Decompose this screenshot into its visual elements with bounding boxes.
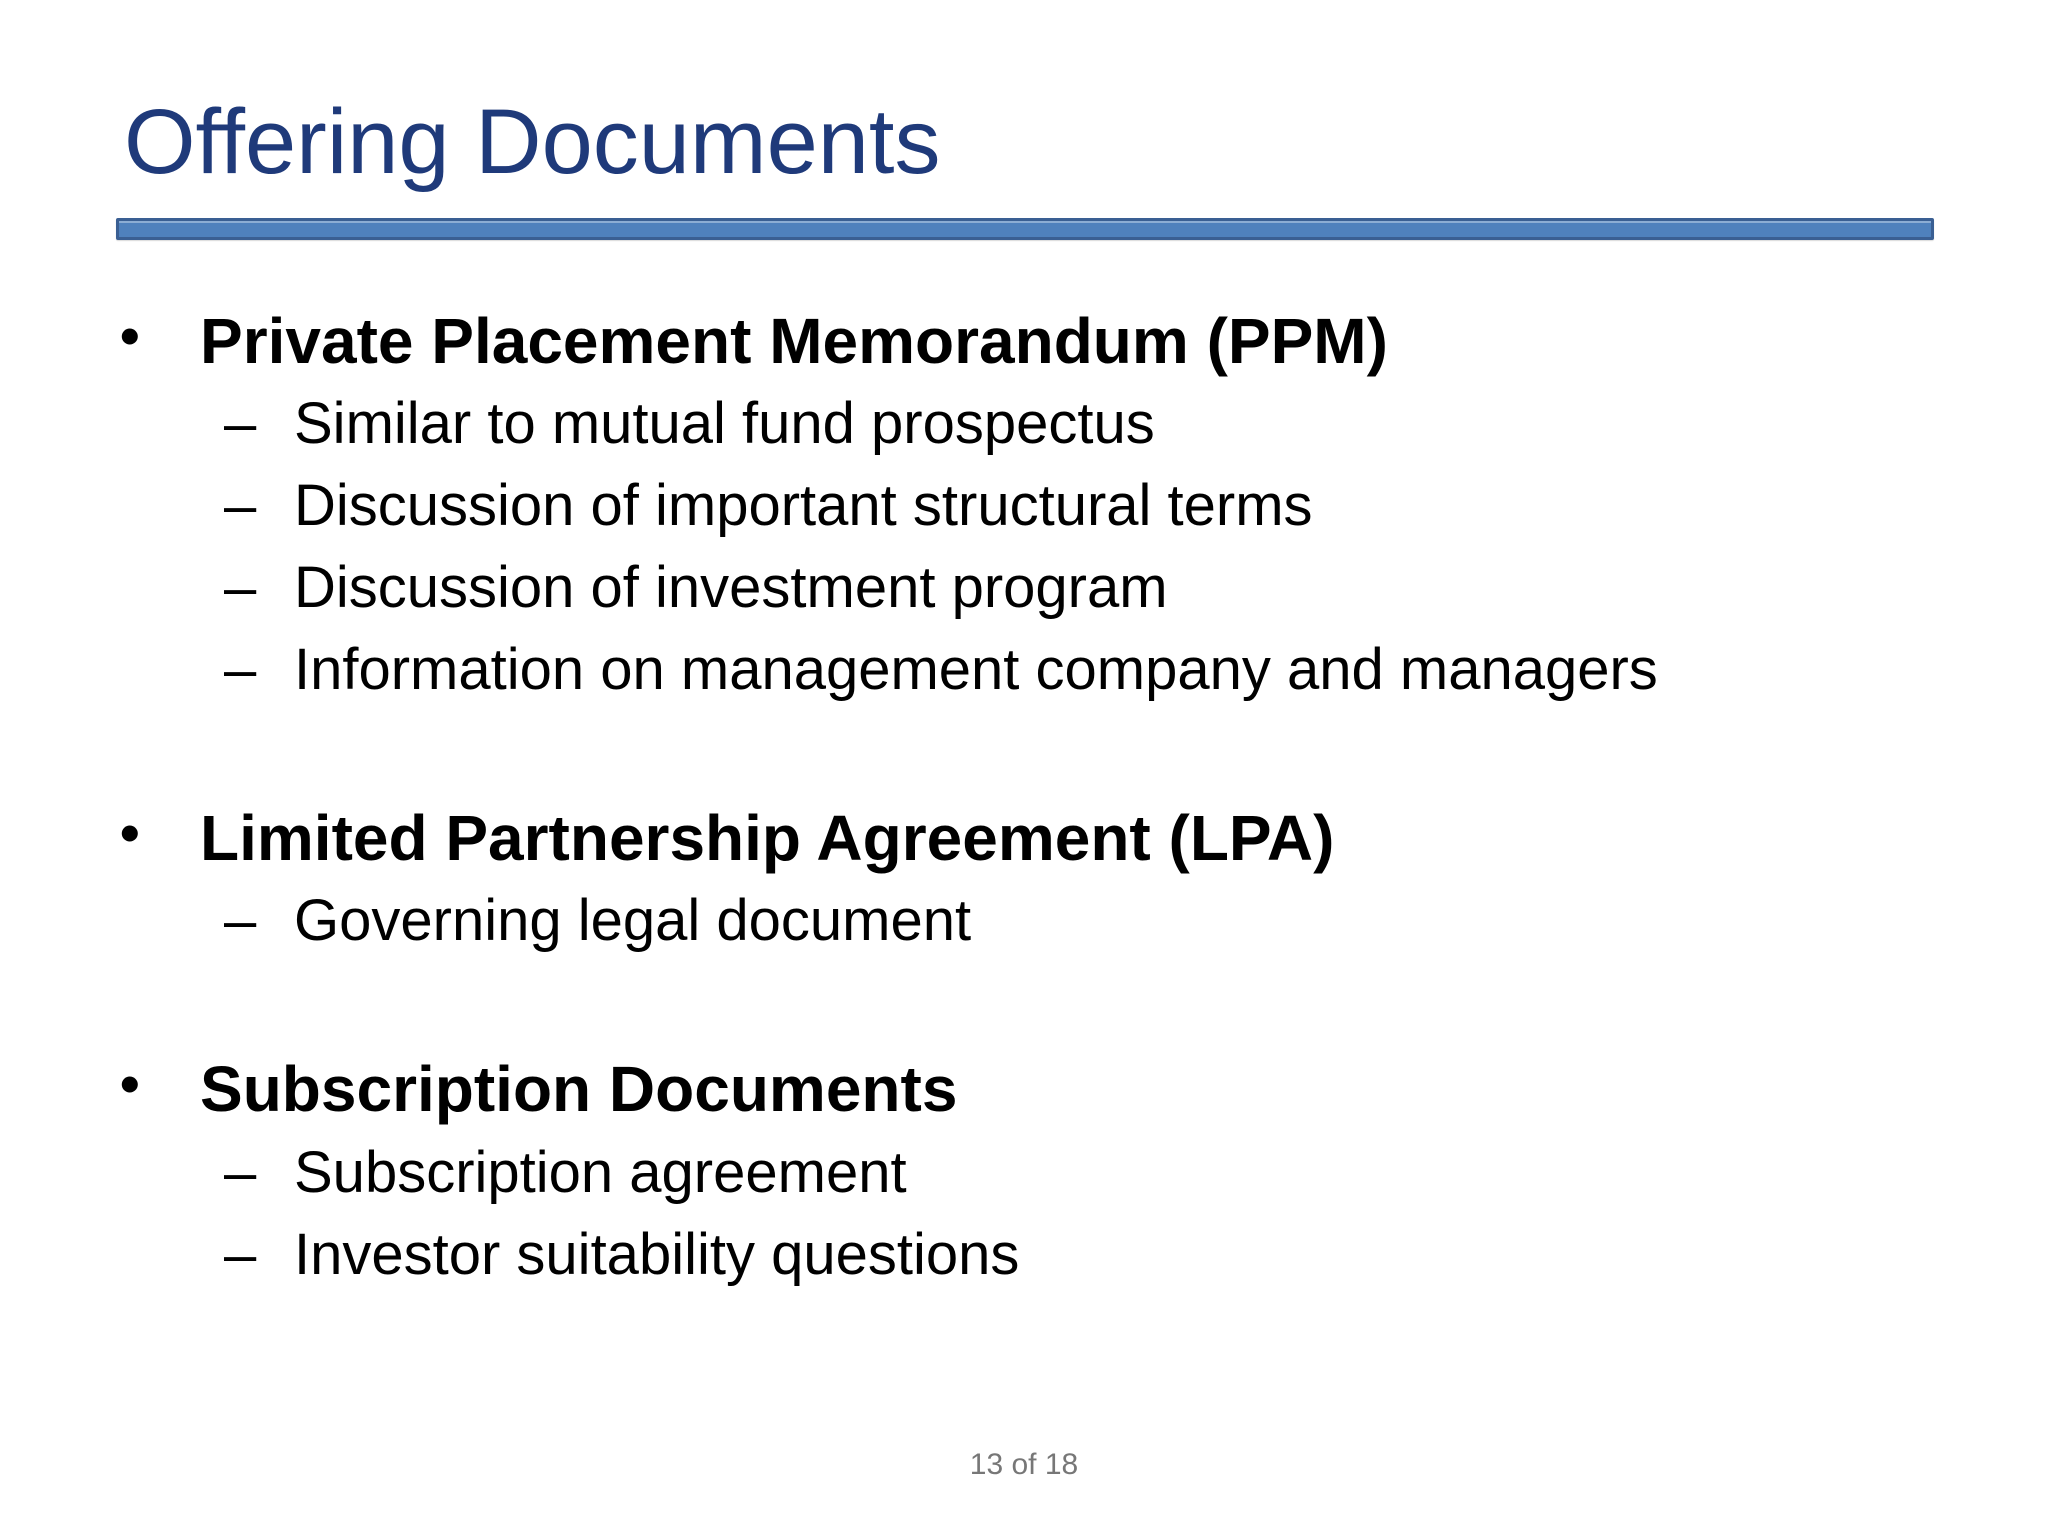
dash-icon: – (224, 888, 257, 954)
bullet-icon: • (120, 801, 140, 865)
bullet-icon: • (120, 304, 140, 367)
section-heading: Limited Partnership Agreement (LPA) (200, 802, 1335, 875)
dash-icon: – (224, 1139, 257, 1205)
dash-icon: – (224, 637, 257, 703)
title-divider (116, 218, 1934, 240)
sub-bullet-item (120, 880, 1920, 962)
slide-title: Offering Documents (124, 91, 941, 193)
section-heading: Private Placement Memorandum (PPM) (200, 305, 1388, 377)
bullet-icon: • (120, 1052, 140, 1116)
sub-bullet-text: Subscription agreement (294, 1139, 907, 1205)
sub-bullet-text: Investor suitability questions (294, 1221, 1020, 1287)
content-area (120, 300, 1920, 1296)
dash-icon: – (224, 555, 257, 621)
sub-bullet-text: Discussion of important structural terms (294, 473, 1313, 539)
section-heading: Subscription Documents (200, 1053, 958, 1126)
section-subscription (120, 1048, 1920, 1295)
sub-bullet-item (120, 465, 1920, 547)
section-ppm (120, 300, 1920, 711)
main-bullet-item (120, 797, 1920, 880)
dash-icon: – (224, 473, 257, 539)
sub-bullet-item (120, 383, 1920, 465)
dash-icon: – (224, 1221, 257, 1287)
dash-icon: – (224, 391, 257, 457)
sub-bullet-item (120, 1214, 1920, 1296)
sub-bullet-text: Information on management company and managers (294, 637, 1658, 703)
page-number: 13 of 18 (969, 1448, 1079, 1481)
sub-bullet-item (120, 1132, 1920, 1214)
sub-bullet-text: Governing legal document (294, 888, 972, 954)
sub-bullet-list (120, 383, 1920, 711)
main-bullet-item (120, 1048, 1920, 1131)
sub-bullet-text: Similar to mutual fund prospectus (294, 391, 1155, 457)
sub-bullet-text: Discussion of investment program (294, 555, 1168, 621)
sub-bullet-item (120, 547, 1920, 629)
sub-bullet-list (120, 1132, 1920, 1296)
sub-bullet-item (120, 629, 1920, 711)
sub-bullet-list (120, 880, 1920, 962)
main-bullet-item (120, 300, 1920, 383)
section-lpa (120, 797, 1920, 962)
